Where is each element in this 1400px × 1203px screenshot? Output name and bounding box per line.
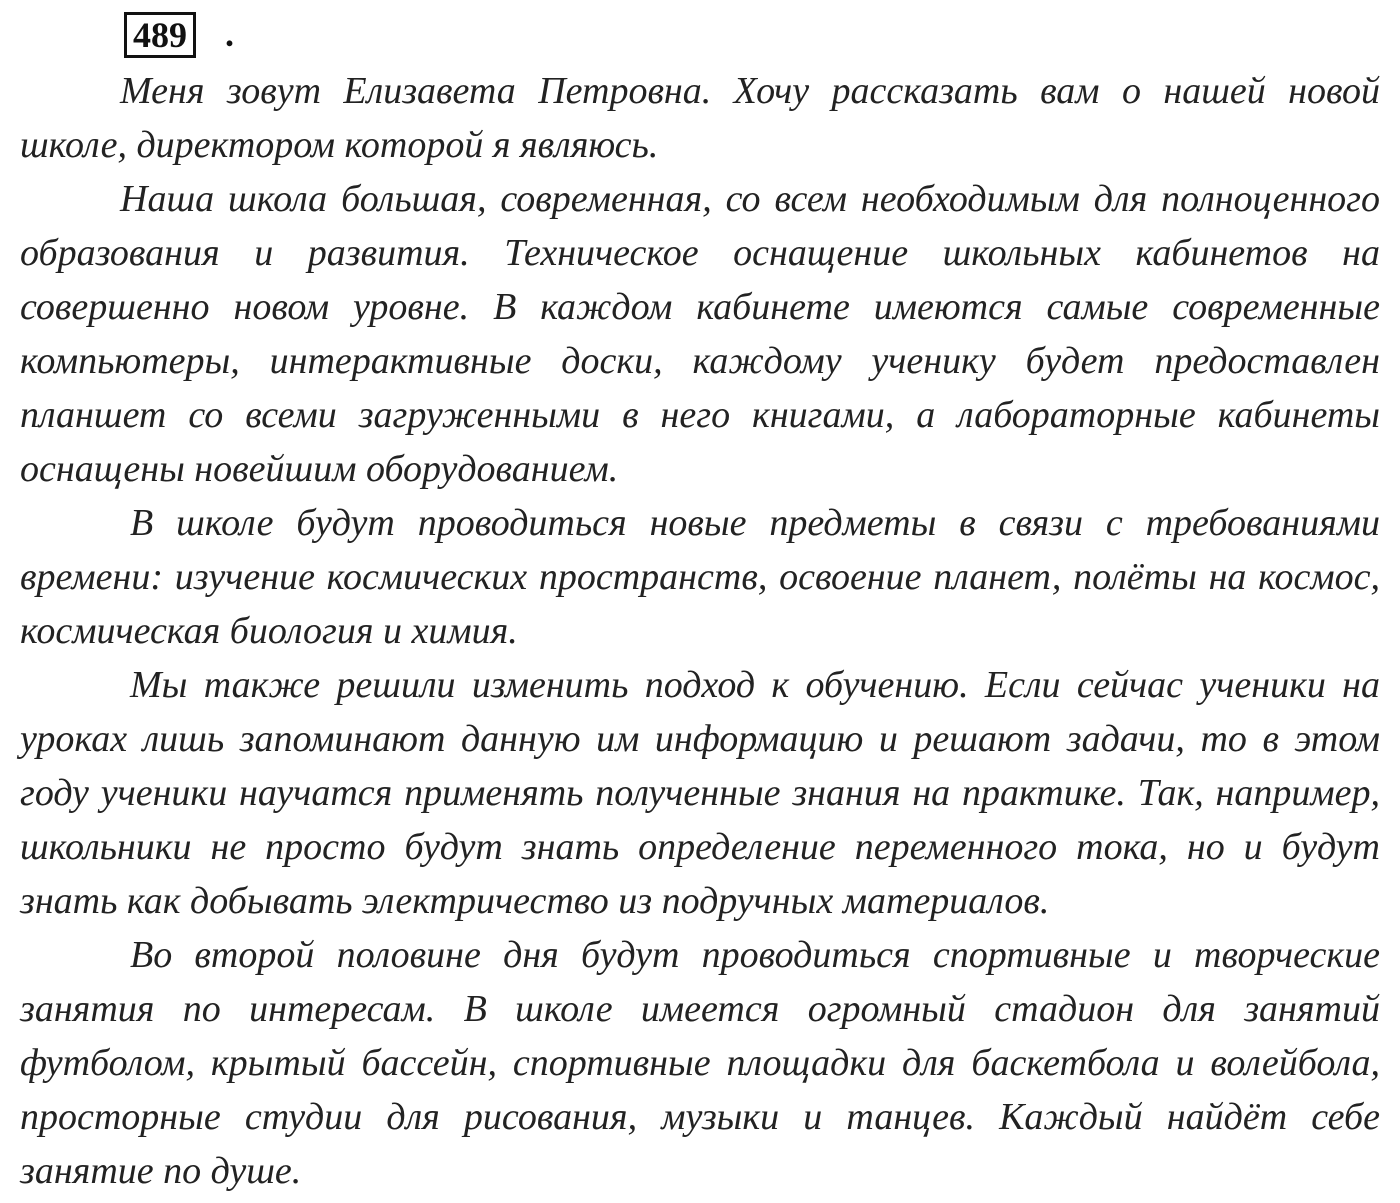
exercise-header bbox=[20, 10, 1380, 64]
exercise-number: 489 bbox=[124, 12, 196, 58]
exercise-text bbox=[20, 64, 1380, 1198]
paragraph: Меня зовут Елизавета Петровна. Хочу рассказать вам о нашей новой школе, директором которой я являюсь. bbox=[20, 70, 1380, 166]
paragraph: Мы также решили изменить подход к обучению. Если сейчас ученики на уроках лишь запоминают данную им информацию и решают задачи, то в этом году ученики научатся применять полученные знания на практике. Так, например, школьники не просто будут знать определение переменного тока, но и будут знать как добывать электричество из подручных материалов. bbox=[20, 664, 1380, 922]
exercise-number-dot: . bbox=[225, 14, 234, 54]
paragraph: Наша школа большая, современная, со всем необходимым для полноценного образования и развития. Техническое оснащение школьных кабинетов на совершенно новом уровне. В каждом кабинете имеются самые современные компьютеры, интерактивные доски, каждому ученику будет предоставлен планшет со всеми загруженными в него книгами, а лабораторные кабинеты оснащены новейшим оборудованием. bbox=[20, 178, 1380, 490]
paragraph: Во второй половине дня будут проводиться спортивные и творческие занятия по интересам. В школе имеется огромный стадион для занятий футболом, крытый бассейн, спортивные площадки для баскетбола и волейбола, просторные студии для рисования, музыки и танцев. Каждый найдёт себе занятие по душе. bbox=[20, 934, 1380, 1192]
paragraph: В школе будут проводиться новые предметы в связи с требованиями времени: изучение космических пространств, освоение планет, полёты на космос, космическая биология и химия. bbox=[20, 502, 1380, 652]
